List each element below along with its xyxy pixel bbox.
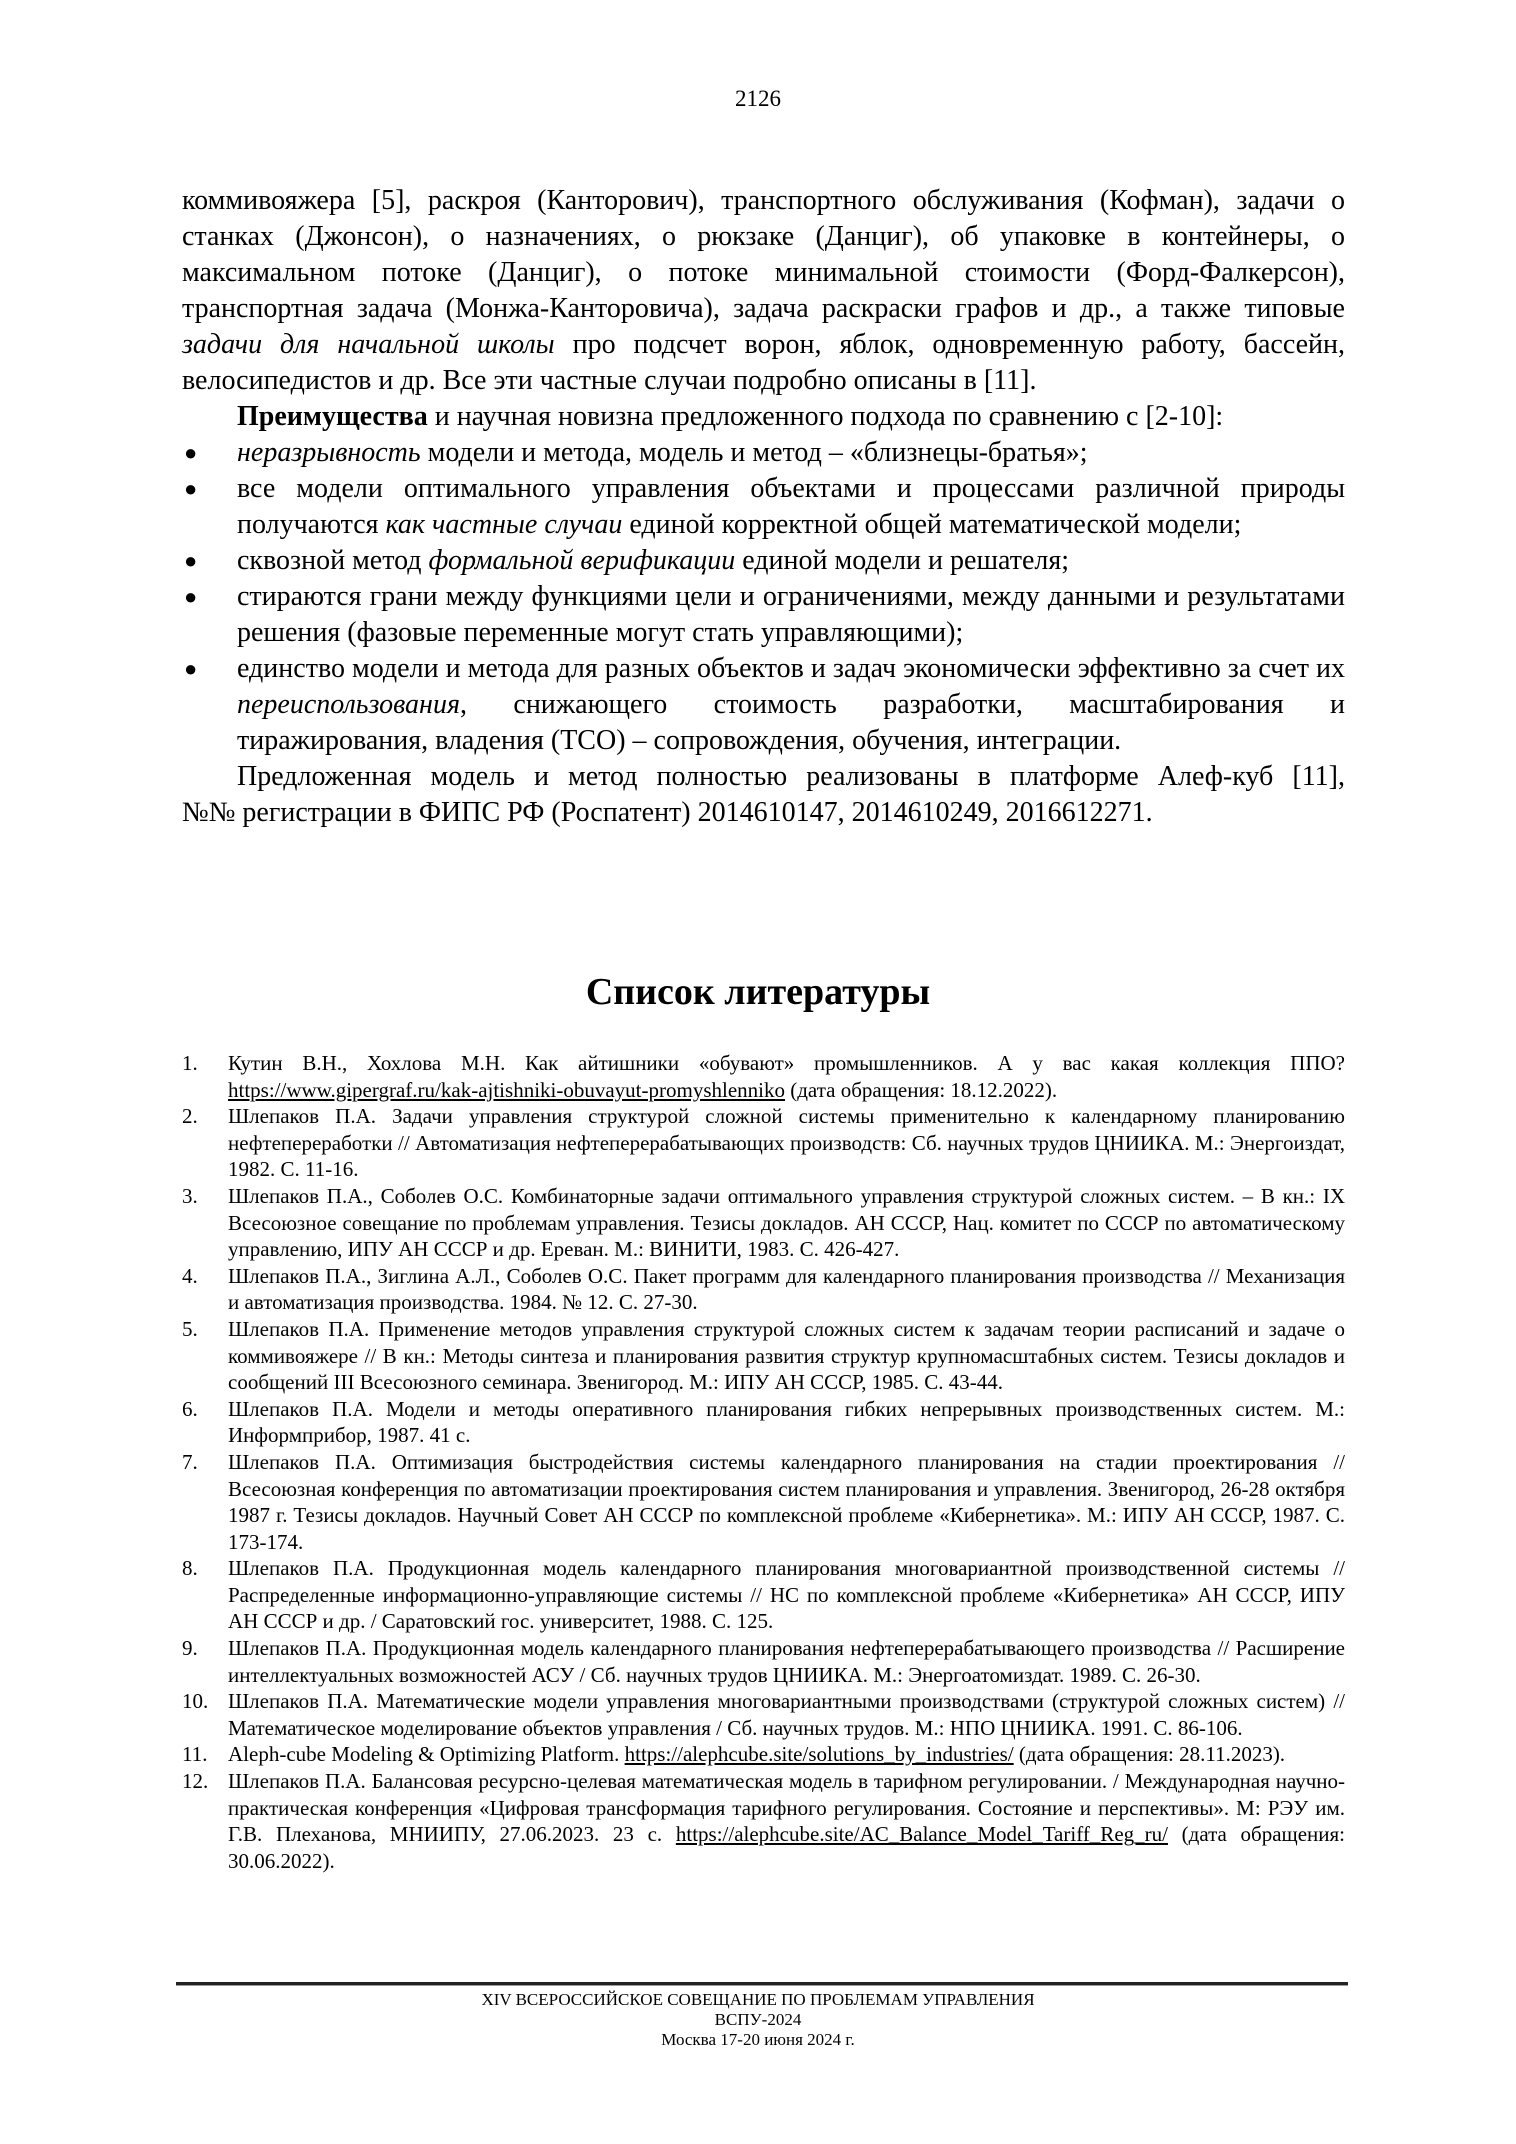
text-run: (дата обращения: 30.06.2022).: [228, 1822, 1345, 1873]
text-run: Кутин В.Н., Хохлова М.Н. Как айтишники «обувают» промышленников. А у вас какая коллекция ППО?: [228, 1051, 1345, 1075]
paragraph-problem-list: [182, 183, 1345, 399]
reference-item: [182, 1768, 1345, 1874]
bullet-icon: ●: [184, 476, 198, 501]
emphasis-text: как частные случаи: [385, 509, 623, 540]
text-run: Aleph-cube Modeling & Optimizing Platform.: [228, 1742, 625, 1767]
text-run: про подсчет ворон, яблок, одновременную работу, бассейн, велосипедистов и др. Все эти частные случаи подробно описаны в [11].: [182, 329, 1346, 396]
text-run: Шлепаков П.А. Задачи управления структурой сложной системы применительно к календарному планированию нефтепереработки // Автоматизация нефтеперерабатывающих производств: Сб. научных трудов ЦНИИКА. М.: Энергоиздат, 1982. С. 11-16.: [228, 1104, 1345, 1182]
paragraph-implementation: Предложенная модель и метод полностью реализованы в платформе Алеф-куб [11],: [237, 761, 1345, 792]
emphasis-text: формальной верификации: [428, 545, 736, 576]
reference-item: [182, 1183, 1345, 1263]
text-run: сквозной метод: [237, 545, 429, 576]
emphasis-text: неразрывность: [237, 437, 421, 468]
text-run: коммивояжера [5], раскроя (Канторович), транспортного обслуживания (Кофман), задачи о станках (Джонсон), о назначениях, о рюкзаке (Данциг), об упаковке в контейнеры, о максимальном потоке (Данциг), о потоке минимальной стоимости (Форд-Фалкерсон), транспортная задача (Монжа-Канторовича), задача раскраски графов и др., а также типовые: [182, 185, 1345, 324]
reference-text: [228, 1556, 1345, 1633]
paragraph-advantages-intro: [182, 399, 1345, 435]
text-run: все модели оптимального управления объектами и процессами различной природы получаются: [237, 473, 1345, 540]
emphasis-text: задачи для начальной школы: [182, 329, 555, 360]
reference-link[interactable]: https://www.gipergraf.ru/kak-ajtishniki-obuvayut-promyshlenniko: [228, 1077, 785, 1102]
footer-conference-name: XIV ВСЕРОССИЙСКОЕ СОВЕЩАНИЕ ПО ПРОБЛЕМАМ УПРАВЛЕНИЯ: [481, 1990, 1035, 2009]
reference-number: 1.: [182, 1051, 198, 1075]
advantages-heading: Преимущества: [237, 401, 428, 432]
reference-item: [182, 1635, 1345, 1688]
text-run: модели и метода, модель и метод – «близнецы-братья»;: [420, 437, 1088, 468]
text-run: Шлепаков П.А. Математические модели управления многовариантными производствами (структурой сложных систем) // Математическое моделирование объектов управления / Сб. научных трудов. М.: НПО ЦНИИКА. 1991. С. 86-106.: [228, 1689, 1345, 1740]
reference-number: 6.: [182, 1396, 198, 1421]
text-run: Шлепаков П.А. Модели и методы оперативного планирования гибких непрерывных производственных систем. М.: Информприбор, 1987. 41 с.: [228, 1396, 1345, 1448]
text-run: Шлепаков П.А. Применение методов управления структурой сложных систем к задачам теории расписаний и задаче о коммивояжере // В кн.: Методы синтеза и планирования развития структур крупномасштабных систем. Тезисы докладов и сообщений III Всесоюзного семинара. Звенигород. М.: ИПУ АН СССР, 1985. С. 43-44.: [228, 1316, 1345, 1395]
bullet-icon: ●: [184, 656, 198, 681]
advantage-text: [237, 653, 1345, 756]
text-run: стираются грани между функциями цели и ограничениями, между данными и результатами решения (фазовые переменные могут стать управляющими);: [237, 581, 1345, 648]
bullet-icon: ●: [184, 584, 198, 609]
reference-item: [182, 1263, 1345, 1316]
text-run: Шлепаков П.А. Балансовая ресурсно-целевая математическая модель в тарифном регулировании. / Международная научно-практическая конференция «Цифровая трансформация тарифного регулирования. Состояние и перспективы». М: РЭУ им. Г.В. Плеханова, МНИИПУ, 27.06.2023. 23 с.: [228, 1769, 1345, 1847]
reference-item: [182, 1555, 1345, 1635]
references-list: [182, 1050, 1345, 1874]
reference-item: [182, 1688, 1345, 1741]
reference-number: 7.: [182, 1449, 198, 1474]
reference-text: [228, 1689, 1345, 1740]
advantages-list: [182, 435, 1345, 759]
reference-item: [182, 1396, 1345, 1449]
emphasis-text: переиспользования: [237, 689, 460, 720]
reference-text: [228, 1450, 1345, 1554]
reference-number: 10.: [182, 1689, 209, 1714]
footer-conference-code: ВСПУ-2024: [714, 2010, 802, 2029]
reference-item: [182, 1103, 1345, 1183]
bullet-icon: ●: [184, 440, 198, 465]
reference-text: [228, 1264, 1345, 1315]
text-run: Шлепаков П.А. Продукционная модель календарного планирования нефтеперерабатывающего производства // Расширение интеллектуальных возможностей АСУ / Сб. научных трудов ЦНИИКА. М.: Энергоатомиздат. 1989. С. 26-30.: [228, 1636, 1345, 1687]
text-run: (дата обращения: 18.12.2022).: [785, 1077, 1058, 1102]
text-run: единой корректной общей математической модели;: [622, 509, 1242, 540]
text-run: , снижающего стоимость разработки, масштабирования и тиражирования, владения (ТСО) – сопровождения, обучения, интеграции.: [237, 689, 1345, 756]
reference-item: [182, 1050, 1345, 1103]
text-run: (дата обращения: 28.11.2023).: [1013, 1742, 1286, 1767]
advantage-item: [182, 579, 1345, 651]
reference-text: [228, 1636, 1345, 1687]
reference-number: 12.: [182, 1769, 209, 1794]
advantage-text: [237, 545, 1069, 576]
bullet-icon: ●: [184, 548, 198, 573]
advantage-text: [237, 581, 1345, 648]
text-run: Шлепаков П.А., Соболев О.С. Комбинаторные задачи оптимального управления структурой сложных систем. – В кн.: IX Всесоюзное совещание по проблемам управления. Тезисы докладов. АН СССР, Нац. комитет по СССР по автоматическому управлению, ИПУ АН СССР и др. Ереван. М.: ВИНИТИ, 1983. С. 426-427.: [228, 1183, 1345, 1262]
reference-number: 11.: [182, 1742, 208, 1767]
reference-text: [228, 1051, 1345, 1102]
reference-link[interactable]: https://alephcube.site/solutions_by_industries/: [624, 1742, 1014, 1767]
advantage-item: [182, 471, 1345, 543]
reference-number: 8.: [182, 1556, 198, 1581]
advantage-item: [182, 435, 1345, 471]
footer-conference-place-date: Москва 17-20 июня 2024 г.: [661, 2030, 855, 2049]
reference-number: 2.: [182, 1104, 198, 1129]
reference-number: 5.: [182, 1316, 198, 1341]
reference-number: 3.: [182, 1183, 198, 1208]
advantage-item: [182, 651, 1345, 759]
paragraph-registration: №№ регистрации в ФИПС РФ (Роспатент) 2014610147, 2014610249, 2016612271.: [182, 797, 1153, 828]
advantage-item: [182, 543, 1345, 579]
footer-divider: [176, 1982, 1348, 1986]
reference-text: [228, 1317, 1345, 1394]
reference-text: [228, 1184, 1345, 1261]
reference-item: [182, 1316, 1345, 1396]
references-title: Список литературы: [585, 971, 931, 1013]
footer: [0, 1990, 1516, 2050]
reference-text: [228, 1769, 1345, 1873]
text-run: единство модели и метода для разных объектов и задач экономически эффективно за счет их: [237, 653, 1345, 684]
reference-text: [228, 1397, 1345, 1448]
reference-number: 9.: [182, 1636, 198, 1661]
body-text: [182, 183, 1345, 831]
reference-item: [182, 1449, 1345, 1555]
reference-text: [228, 1742, 1285, 1766]
text-run: единой модели и решателя;: [735, 545, 1070, 576]
advantage-text: [237, 437, 1088, 468]
reference-link[interactable]: https://alephcube.site/AC_Balance_Model_Tariff_Reg_ru/: [675, 1822, 1168, 1847]
text-run: Шлепаков П.А., Зиглина А.Л., Соболев О.С. Пакет программ для календарного планирования производства // Механизация и автоматизация производства. 1984. № 12. С. 27-30.: [228, 1263, 1345, 1315]
reference-text: [228, 1104, 1345, 1181]
text-run: Шлепаков П.А. Оптимизация быстродействия системы календарного планирования на стадии проектирования // Всесоюзная конференция по автоматизации проектирования систем планирования и управления. Звенигород, 26-28 октября 1987 г. Тезисы докладов. Научный Совет АН СССР по комплексной проблеме «Кибернетика». М.: ИПУ АН СССР, 1987. С. 173-174.: [228, 1449, 1345, 1554]
reference-item: [182, 1741, 1345, 1768]
text-run: Шлепаков П.А. Продукционная модель календарного планирования многовариантной производственной системы // Распределенные информационно-управляющие системы // НС по комплексной проблеме «Кибернетика» АН СССР, ИПУ АН СССР и др. / Саратовский гос. университет, 1988. С. 125.: [228, 1556, 1345, 1634]
page-number: 2126: [735, 86, 781, 111]
reference-number: 4.: [182, 1263, 198, 1288]
advantages-intro-text: и научная новизна предложенного подхода по сравнению с [2-10]:: [427, 401, 1224, 432]
advantage-text: [237, 473, 1345, 540]
